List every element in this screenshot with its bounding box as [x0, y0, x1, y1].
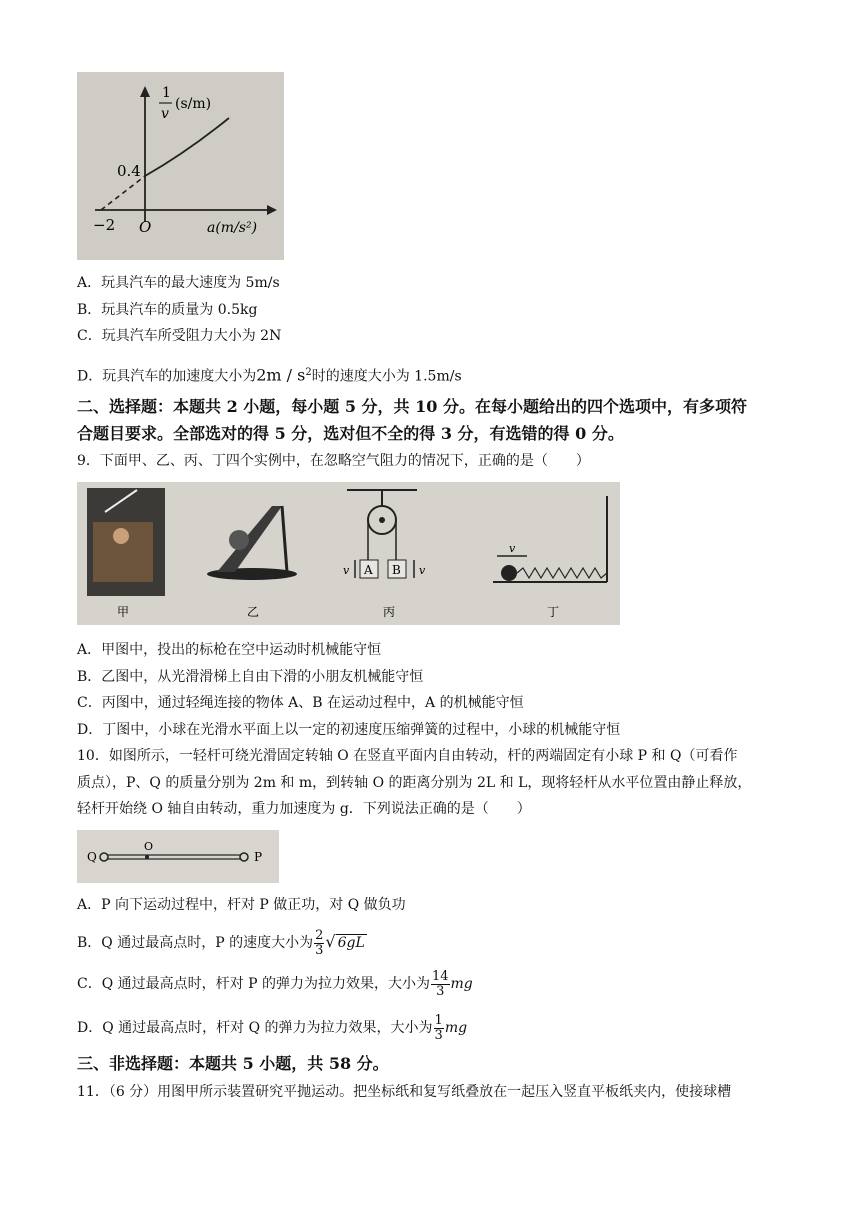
section2-heading-line1: 二、选择题：本题共 2 小题，每小题 5 分，共 10 分。在每小题给出的四个选项中，有多项符	[77, 397, 747, 416]
x-label: a(m/s²)	[207, 220, 258, 236]
q9-figure-svg	[77, 482, 620, 625]
q9-option-b: B．乙图中，从光滑滑梯上自由下滑的小朋友机械能守恒	[77, 669, 424, 685]
q8-option-b: B．玩具汽车的质量为 0.5kg	[77, 302, 258, 318]
q10-d-den: 3	[434, 1027, 443, 1043]
y-unit: (s/m)	[175, 96, 212, 112]
q10-b-fraction	[314, 929, 324, 958]
q10-c-den: 3	[436, 983, 445, 999]
v-left: v	[343, 564, 350, 577]
x-axis-arrow	[267, 205, 277, 215]
q8-option-d	[77, 364, 462, 386]
q10-c-unit: mg	[450, 976, 473, 992]
q10-b-root: 6gL	[337, 935, 365, 951]
block-a-label: A	[364, 563, 373, 577]
q10-figure	[77, 830, 279, 883]
y-intercept-label: 0.4	[117, 162, 141, 180]
slide	[217, 506, 282, 572]
ball	[501, 565, 517, 581]
block-b-label: B	[392, 563, 401, 577]
label-bing: 丙	[383, 605, 396, 619]
q10-d-unit: mg	[444, 1020, 468, 1036]
q8-option-a: A．玩具汽车的最大速度为 5m/s	[77, 275, 280, 291]
q8-d-suffix: 时的速度大小为 1.5m/s	[311, 368, 462, 385]
q10-b-den: 3	[315, 942, 324, 958]
q10-stem-line2: 质点），P、Q 的质量分别为 2m 和 m，到转轴 O 的距离分别为 2L 和 L，现将轻杆从水平位置由静止释放，	[77, 775, 752, 791]
rod	[108, 855, 240, 859]
child	[229, 530, 249, 550]
q8-option-c: C．玩具汽车所受阻力大小为 2N	[77, 328, 282, 344]
label-ding: 丁	[547, 605, 560, 619]
q10-d-prefix: D．Q 通过最高点时，杆对 Q 的弹力为拉力效果，大小为	[77, 1020, 433, 1036]
q10-d-num: 1	[434, 1012, 443, 1028]
spring	[517, 568, 607, 578]
q9-option-c: C．丙图中，通过轻绳连接的物体 A、B 在运动过程中，A 的机械能守恒	[77, 695, 524, 711]
v-right: v	[419, 564, 426, 577]
q10-b-prefix: B．Q 通过最高点时，P 的速度大小为	[77, 935, 314, 951]
origin-label: O	[139, 218, 152, 236]
q10-option-b: B．Q 通过最高点时，P 的速度大小为 $\frac{2}{3}$ √ 6gL	[77, 927, 365, 958]
y-label-num: 1	[162, 85, 171, 101]
ball-q	[100, 853, 108, 861]
section3-heading: 三、非选择题：本题共 5 小题，共 58 分。	[77, 1054, 389, 1073]
v-ball: v	[509, 542, 516, 555]
q8-d-math: 2m / s	[256, 365, 306, 385]
label-o: O	[144, 840, 154, 853]
q10-c-prefix: C．Q 通过最高点时，杆对 P 的弹力为拉力效果，大小为	[77, 976, 430, 992]
label-p: P	[254, 850, 263, 864]
q9-option-d: D．丁图中，小球在光滑水平面上以一定的初速度压缩弹簧的过程中，小球的机械能守恒	[77, 722, 621, 738]
inverse-velocity-graph	[77, 72, 284, 260]
curve	[145, 118, 229, 176]
x-intercept-label: −2	[93, 216, 116, 234]
q10-c-fraction	[431, 970, 450, 999]
q10-d-fraction	[434, 1014, 444, 1043]
q9-figure	[77, 482, 620, 625]
q8-d-prefix: D．玩具汽车的加速度大小为	[77, 368, 257, 385]
label-q: Q	[87, 850, 97, 864]
q10-stem-line3: 轻杆开始绕 O 轴自由转动，重力加速度为 g．下列说法正确的是（ ）	[77, 801, 531, 817]
dashed-extension	[101, 176, 145, 210]
ball-p	[240, 853, 248, 861]
q11-line: 11．（6 分）用图甲所示装置研究平抛运动。把坐标纸和复写纸叠放在一起压入竖直平板纸夹内，使接球槽	[77, 1084, 732, 1100]
rod-figure-svg	[77, 830, 279, 883]
q9-option-a: A．甲图中，投出的标枪在空中运动时机械能守恒	[77, 642, 382, 658]
q9-stem: 9．下面甲、乙、丙、丁四个实例中，在忽略空气阻力的情况下，正确的是（ ）	[77, 453, 590, 469]
q8-d-sup: 2	[305, 367, 312, 378]
y-axis-arrow	[140, 86, 150, 97]
label-yi: 乙	[247, 605, 260, 619]
q10-c-num: 14	[431, 968, 449, 984]
q10-option-a: A．P 向下运动过程中，杆对 P 做正功，对 Q 做负功	[77, 897, 406, 913]
q10-option-d	[77, 1008, 467, 1048]
q10-b-num: 2	[315, 927, 324, 943]
pivot-o	[145, 855, 149, 859]
q10-stem-line1: 10．如图所示，一轻杆可绕光滑固定转轴 O 在竖直平面内自由转动，杆的两端固定有小球 P 和 Q（可看作	[77, 748, 738, 764]
y-label-den: v	[161, 106, 169, 122]
label-jia: 甲	[117, 605, 130, 619]
graph-photo	[77, 72, 284, 260]
section2-heading-line2: 合题目要求。全部选对的得 5 分，选对但不全的得 3 分，有选错的得 0 分。	[77, 424, 624, 443]
q10-option-c	[77, 964, 473, 1004]
